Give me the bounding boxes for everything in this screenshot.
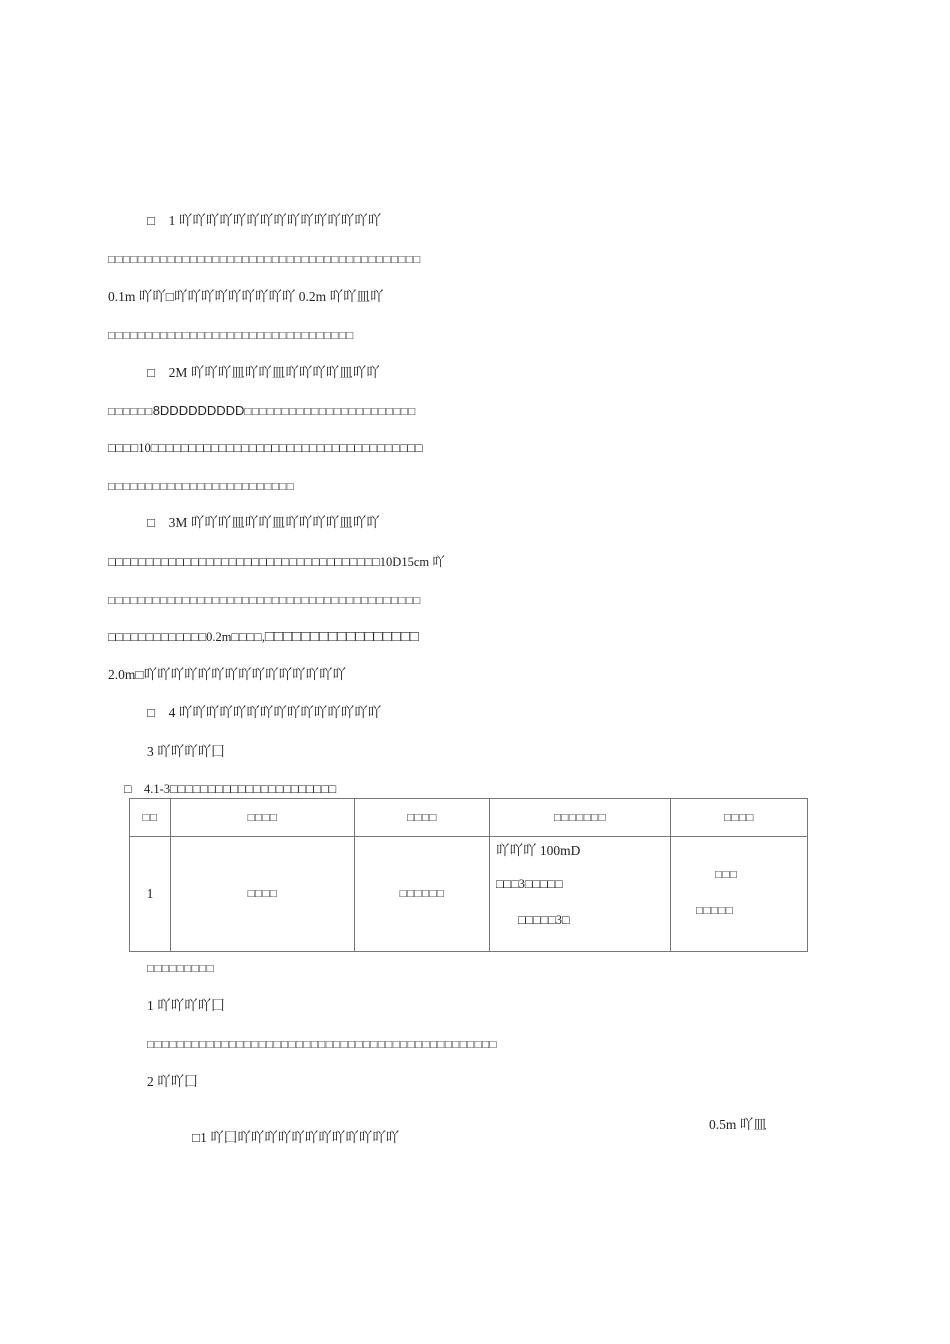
paragraph-2-line-part: 8DDDDDDDDD (152, 403, 245, 418)
table-cell: □□□□ (171, 837, 355, 952)
table-cell-line: 吖吖吖 100mD (496, 843, 581, 858)
table-header-cell: □□□□□□□ (490, 799, 671, 837)
section-heading: 2 吖吖囗 (147, 1074, 198, 1089)
paragraph-2-line: □□□□□□□□□□□□□□□□□□□□□□□□□ (108, 481, 295, 493)
paragraph-3-line-part: □□□□□□□□□□□□□□□□□ (264, 629, 419, 645)
paragraph-2-line (108, 401, 416, 422)
paragraph-1-line: 0.1m 吖吖□吖吖吖吖吖吖吖吖吖 0.2m 吖吖皿吖 (108, 289, 384, 304)
section-heading: 1 吖吖吖吖囗 (147, 998, 225, 1013)
paragraph-2-line-part: □□□□□□ (108, 406, 153, 418)
paragraph-3-line: □□□□□□□□□□□□□□□□□□□□□□□□□□□□□□□□□□□□□□□□□□ (108, 595, 421, 607)
paragraph-line-right: 0.5m 吖皿 (709, 1117, 767, 1132)
paragraph-3-heading: □ 3M 吖吖吖皿吖吖皿吖吖吖吖皿吖吖 (147, 515, 380, 530)
paragraph-2-line: □□□□10□□□□□□□□□□□□□□□□□□□□□□□□□□□□□□□□□□□□ (108, 441, 423, 455)
table-cell-line: □□□□□ (696, 905, 734, 917)
table-header-cell: □□□□ (671, 799, 808, 837)
paragraph-3-line: 2.0m□吖吖吖吖吖吖吖吖吖吖吖吖吖吖吖 (108, 667, 347, 682)
table-cell-line: □□□□□3□ (518, 913, 570, 927)
table-header-cell: □□ (130, 799, 171, 837)
paragraph-3-line-part: □□□□□□□□□□□□□0.2m□□□□, (108, 630, 265, 644)
paragraph-3-line: □□□□□□□□□□□□□□□□□□□□□□□□□□□□□□□□□□□□10D15cm 吖 (108, 555, 445, 569)
paragraph-2-heading: □ 2M 吖吖吖皿吖吖皿吖吖吖吖皿吖吖 (147, 365, 380, 380)
paragraph-line: □□□□□□□□□□□□□□□□□□□□□□□□□□□□□□□□□□□□□□□□□□□□□□□ (147, 1039, 497, 1051)
table-cell (671, 837, 808, 952)
table-header-row (130, 799, 808, 837)
table-cell-line: □□□ (715, 869, 738, 881)
table-row (130, 837, 808, 952)
paragraph-1-heading: □ 1 吖吖吖吖吖吖吖吖吖吖吖吖吖吖吖 (147, 213, 382, 228)
table-cell: □□□□□□ (355, 837, 490, 952)
table-header-cell: □□□□ (355, 799, 490, 837)
section-heading: 3 吖吖吖吖囗 (147, 744, 225, 759)
data-table (129, 798, 808, 952)
paragraph-line: □1 吖囗吖吖吖吖吖吖吖吖吖吖吖吖 (192, 1130, 400, 1145)
paragraph-3-line (108, 627, 419, 647)
paragraph-1-line: □□□□□□□□□□□□□□□□□□□□□□□□□□□□□□□□□□□□□□□□□□ (108, 254, 421, 266)
paragraph-2-line-part: □□□□□□□□□□□□□□□□□□□□□□□ (244, 406, 416, 418)
table-note: □□□□□□□□□ (147, 963, 215, 975)
table-cell-number: 1 (130, 837, 171, 952)
table-header-cell: □□□□ (171, 799, 355, 837)
paragraph-4-heading: □ 4 吖吖吖吖吖吖吖吖吖吖吖吖吖吖吖 (147, 705, 382, 720)
paragraph-1-line: □□□□□□□□□□□□□□□□□□□□□□□□□□□□□□□□□ (108, 330, 354, 342)
table-cell-line: □□□3□□□□□ (496, 877, 563, 891)
table-cell (490, 837, 671, 952)
table-caption: □ 4.1-3□□□□□□□□□□□□□□□□□□□□□□ (124, 782, 337, 796)
